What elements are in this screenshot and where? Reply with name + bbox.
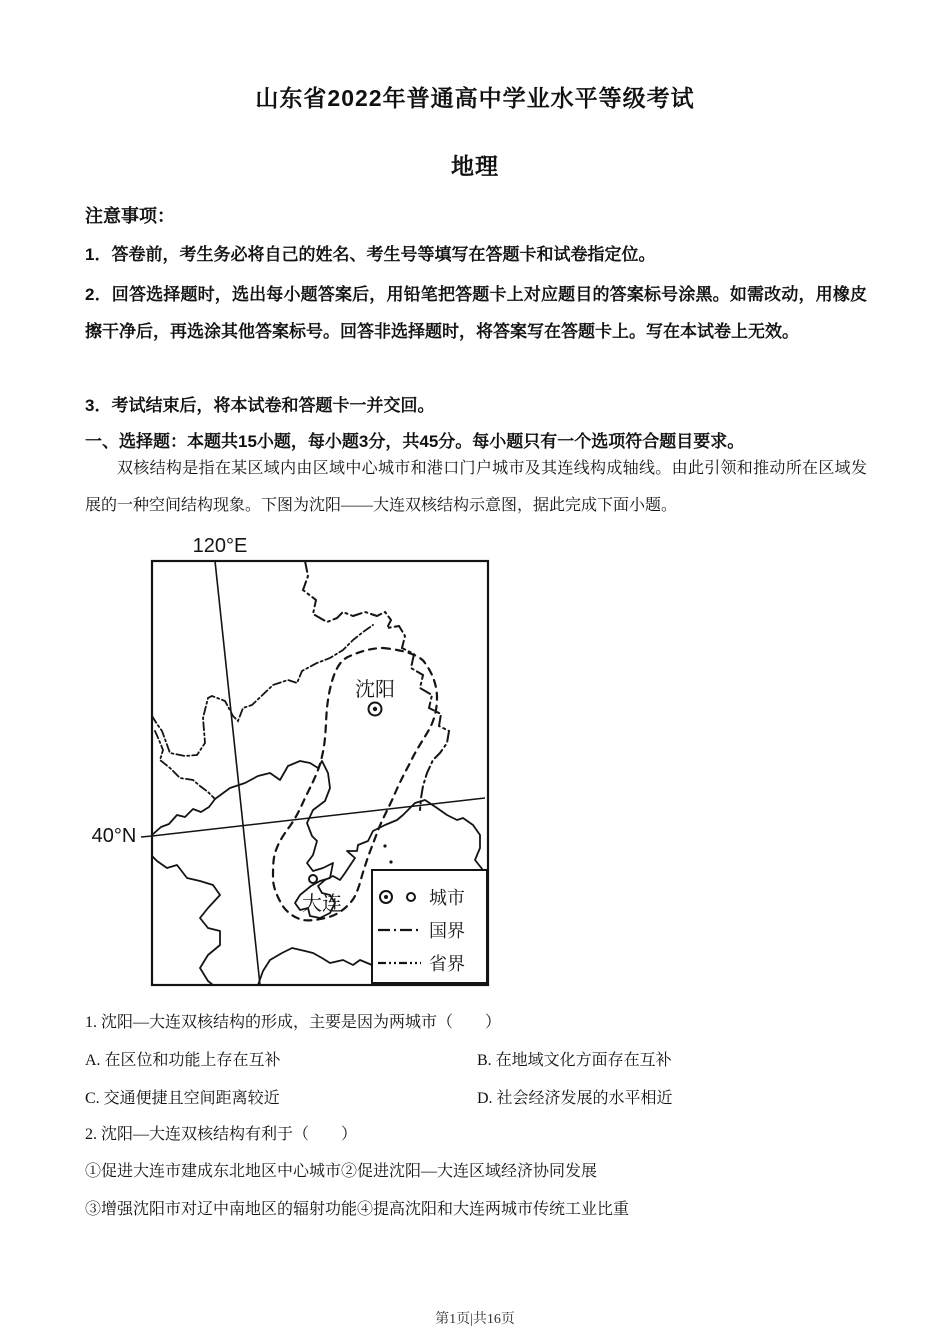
meridian-line-120e	[215, 561, 260, 985]
coastline-west	[152, 799, 220, 985]
question-1-option-d: D. 社会经济发展的水平相近	[477, 1090, 673, 1107]
shenyang-city-symbol-dot	[373, 707, 377, 711]
shenyang-label: 沈阳	[355, 679, 395, 701]
notice-item-3: 3．考试结束后，将本试卷和答题卡一并交回。	[85, 396, 435, 415]
island-dot	[389, 860, 392, 863]
parallel-label: 40°N	[91, 825, 137, 847]
section-heading: 一、选择题：本题共15小题，每小题3分，共45分。每小题只有一个选项符合题目要求。	[85, 432, 745, 451]
dual-core-structure-map	[85, 528, 510, 998]
question-2-items-line-2: ③增强沈阳市对辽中南地区的辐射功能④提高沈阳和大连两城市传统工业比重	[85, 1201, 630, 1218]
notices-heading: 注意事项：	[85, 206, 175, 226]
legend-city-major-icon-dot	[384, 895, 388, 899]
dalian-label: 大连	[302, 893, 342, 915]
legend-city-minor-icon	[407, 893, 415, 901]
island-dot	[383, 844, 386, 847]
subject-title: 地理	[451, 153, 499, 179]
map-figure-svg	[85, 528, 510, 998]
question-1-option-b: B. 在地域文化方面存在互补	[477, 1052, 672, 1069]
notice-item-1: 1．答卷前，考生务必将自己的姓名、考生号等填写在答题卡和试卷指定位。	[85, 245, 656, 264]
question-1-stem: 1. 沈阳—大连双核结构的形成，主要是因为两城市（ ）	[85, 1014, 502, 1031]
provincial-border-line-west	[152, 625, 373, 756]
legend-provincial-border-label: 省界	[429, 954, 465, 974]
meridian-label: 120°E	[192, 535, 248, 557]
notice-item-2: 2．回答选择题时，选出每小题答案后，用铅笔把答题卡上对应题目的答案标号涂黑。如需改动，用橡皮擦干净后，再选涂其他答案标号。回答非选择题时，将答案写在答题卡上。写在本试卷上无效。	[85, 285, 867, 341]
question-2-items-line-1: ①促进大连市建成东北地区中心城市②促进沈阳—大连区域经济协同发展	[85, 1163, 598, 1180]
legend-city-label: 城市	[429, 888, 465, 908]
provincial-border-line-southwest	[155, 731, 215, 799]
question-2-stem: 2. 沈阳—大连双核结构有利于（ ）	[85, 1126, 358, 1143]
question-1-option-c: C. 交通便捷且空间距离较近	[85, 1090, 280, 1107]
coastline-south	[258, 948, 372, 985]
exam-title: 山东省2022年普通高中学业水平等级考试	[255, 85, 695, 111]
parallel-tick	[141, 836, 152, 837]
page-footer: 第1页|共16页	[435, 1312, 515, 1327]
question-1-option-a: A. 在区位和功能上存在互补	[85, 1052, 281, 1069]
dalian-city-symbol	[309, 875, 317, 883]
question-intro-paragraph: 双核结构是指在某区域内由区域中心城市和港口门户城市及其连线构成轴线。由此引领和推动所在区域发展的一种空间结构现象。下图为沈阳——大连双核结构示意图，据此完成下面小题。	[85, 460, 867, 514]
legend-national-border-label: 国界	[429, 921, 465, 941]
parallel-line-40n	[152, 798, 485, 836]
